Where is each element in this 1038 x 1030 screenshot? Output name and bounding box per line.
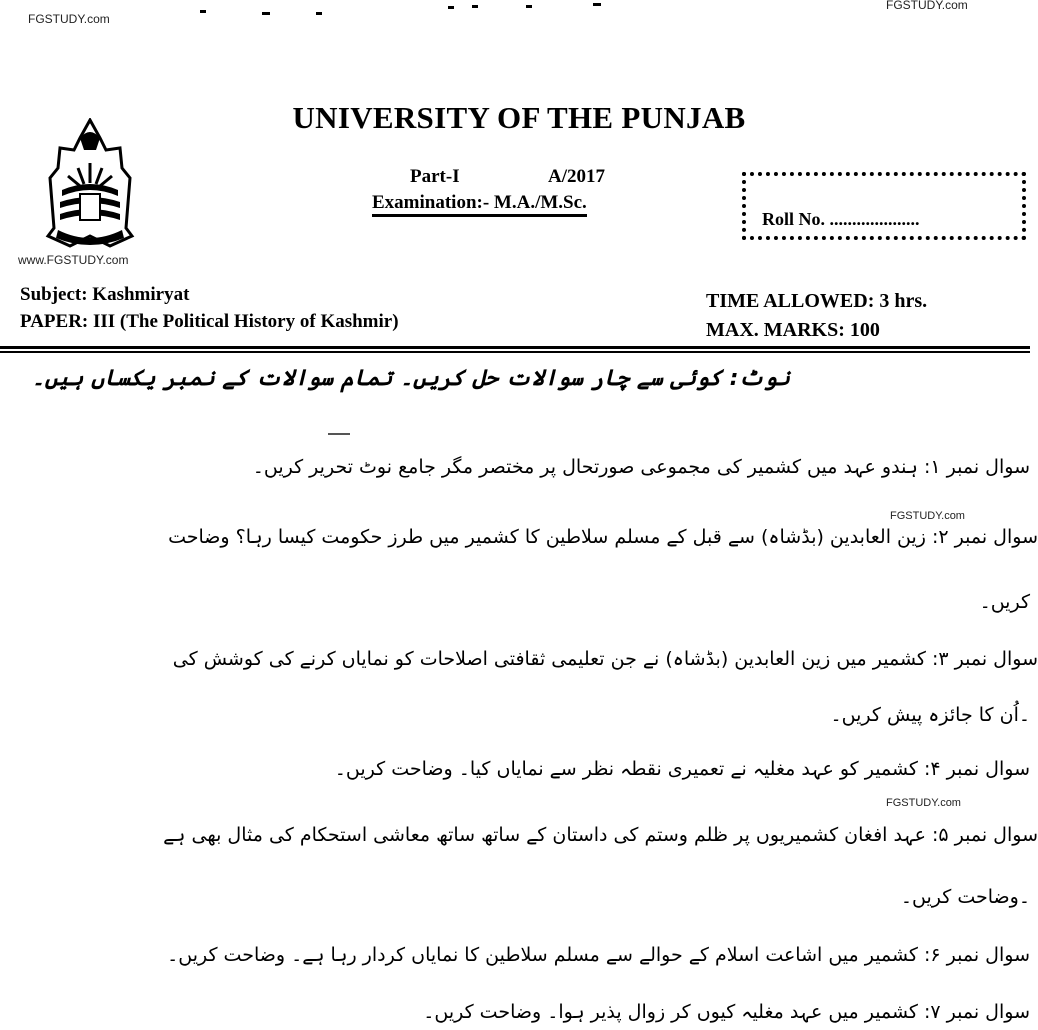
scan-artifact bbox=[526, 5, 532, 8]
part-label: Part-I bbox=[410, 166, 460, 187]
university-title: UNIVERSITY OF THE PUNJAB bbox=[292, 100, 746, 135]
session-label: A/2017 bbox=[548, 166, 605, 187]
scan-artifact bbox=[448, 6, 454, 9]
max-marks: MAX. MARKS: 100 bbox=[706, 319, 880, 341]
watermark: FGSTUDY.com bbox=[890, 510, 965, 522]
scan-artifact bbox=[200, 10, 206, 13]
question-5-continued: ۔وضاحت کریں۔ bbox=[900, 886, 1030, 908]
watermark: FGSTUDY.com bbox=[886, 797, 961, 809]
header-divider bbox=[0, 346, 1030, 349]
roll-number-box[interactable] bbox=[742, 172, 1026, 240]
header-divider bbox=[0, 351, 1030, 353]
time-allowed: TIME ALLOWED: 3 hrs. bbox=[706, 290, 928, 312]
scan-artifact bbox=[472, 5, 478, 8]
university-logo bbox=[40, 118, 140, 250]
question-2-continued: کریں۔ bbox=[979, 591, 1030, 613]
question-7: سوال نمبر ۷: کشمیر میں عہد مغلیہ کیوں کر زوال پذیر ہوا۔ وضاحت کریں۔ bbox=[423, 1001, 1030, 1023]
watermark: FGSTUDY.com bbox=[28, 12, 110, 26]
question-6: سوال نمبر ۶: کشمیر میں اشاعت اسلام کے حوالے سے مسلم سلاطین کا نمایاں کردار رہا ہے۔ وضاحت کریں۔ bbox=[167, 944, 1030, 966]
question-3: سوال نمبر ۳: کشمیر میں زین العابدین (بڈشاہ) نے جن تعلیمی ثقافتی اصلاحات کو نمایاں کرنے کی کوشش کی bbox=[172, 648, 1038, 670]
watermark: FGSTUDY.com bbox=[886, 0, 968, 12]
subject-label: Subject: Kashmiryat bbox=[20, 284, 190, 305]
question-3-continued: ۔اُن کا جائزہ پیش کریں۔ bbox=[830, 704, 1030, 726]
question-4: سوال نمبر ۴: کشمیر کو عہد مغلیہ نے تعمیری نقطہ نظر سے نمایاں کیا۔ وضاحت کریں۔ bbox=[334, 758, 1030, 780]
watermark: www.FGSTUDY.com bbox=[18, 253, 129, 267]
question-1: سوال نمبر ۱: ہندو عہد میں کشمیر کی مجموعی صورتحال پر مختصر مگر جامع نوٹ تحریر کریں۔ bbox=[252, 456, 1030, 478]
examination-label: Examination:- M.A./M.Sc. bbox=[372, 192, 587, 217]
instructions-note: نوٹ: کوئی سے چار سوالات حل کریں۔ تمام سوالات کے نمبر یکساں ہیں۔ bbox=[31, 366, 790, 391]
question-2: سوال نمبر ۲: زین العابدین (بڈشاہ) سے قبل کے مسلم سلاطین کا کشمیر میں طرز حکومت کیسا رہا؟ وضاحت bbox=[168, 526, 1038, 548]
paper-label: PAPER: III (The Political History of Kashmir) bbox=[20, 311, 399, 332]
scan-artifact bbox=[316, 12, 322, 15]
scan-artifact bbox=[328, 433, 350, 435]
roll-number-label: Roll No. .................... bbox=[762, 209, 920, 229]
scan-artifact bbox=[593, 3, 601, 6]
question-5: سوال نمبر ۵: عہد افغان کشمیریوں پر ظلم وستم کی داستان کے ساتھ ساتھ معاشی استحکام کی مثال بھی ہے bbox=[163, 824, 1038, 846]
scan-artifact bbox=[262, 12, 270, 15]
